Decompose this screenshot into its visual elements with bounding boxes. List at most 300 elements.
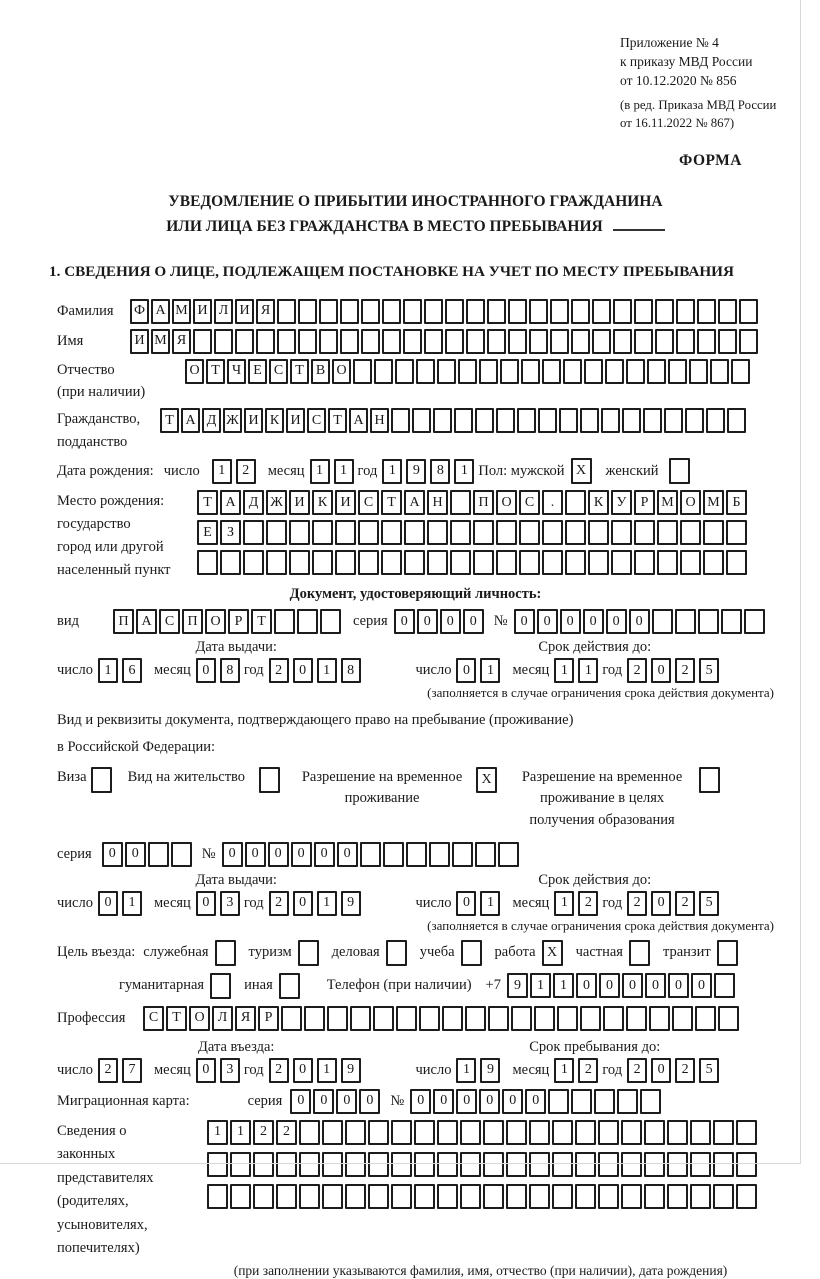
- char-box[interactable]: [345, 1120, 366, 1145]
- char-box[interactable]: [450, 550, 471, 575]
- char-box[interactable]: Л: [212, 1006, 233, 1031]
- char-box[interactable]: [340, 299, 359, 324]
- residence-number-input[interactable]: [222, 842, 521, 867]
- char-box[interactable]: 2: [627, 658, 647, 683]
- char-box[interactable]: [703, 520, 724, 545]
- char-box[interactable]: 0: [98, 891, 118, 916]
- char-box[interactable]: [360, 842, 381, 867]
- purpose-tourism-checkbox[interactable]: [298, 940, 321, 966]
- char-box[interactable]: [335, 520, 356, 545]
- char-box[interactable]: 1: [554, 1058, 574, 1083]
- char-box[interactable]: [276, 1184, 297, 1209]
- char-box[interactable]: [404, 520, 425, 545]
- char-box[interactable]: [289, 550, 310, 575]
- char-box[interactable]: Е: [197, 520, 218, 545]
- char-box[interactable]: [714, 973, 735, 998]
- char-box[interactable]: [571, 329, 590, 354]
- char-box[interactable]: М: [151, 329, 170, 354]
- char-box[interactable]: [322, 1120, 343, 1145]
- char-box[interactable]: [450, 490, 471, 515]
- char-box[interactable]: Т: [206, 359, 225, 384]
- char-box[interactable]: И: [335, 490, 356, 515]
- char-box[interactable]: [652, 609, 673, 634]
- char-box[interactable]: [529, 1152, 550, 1177]
- char-box[interactable]: 9: [507, 973, 528, 998]
- char-box[interactable]: [649, 1006, 670, 1031]
- char-box[interactable]: [690, 1152, 711, 1177]
- char-box[interactable]: П: [473, 490, 494, 515]
- char-box[interactable]: [475, 842, 496, 867]
- representatives-input-row1[interactable]: [207, 1120, 759, 1145]
- char-box[interactable]: 0: [245, 842, 266, 867]
- stay-month-input[interactable]: [554, 1058, 602, 1083]
- char-box[interactable]: Т: [166, 1006, 187, 1031]
- birthplace-input-row3[interactable]: [197, 550, 749, 575]
- char-box[interactable]: [193, 329, 212, 354]
- char-box[interactable]: [368, 1184, 389, 1209]
- purpose-other-checkbox[interactable]: [279, 973, 302, 999]
- char-box[interactable]: [473, 520, 494, 545]
- char-box[interactable]: [483, 1120, 504, 1145]
- char-box[interactable]: [243, 520, 264, 545]
- char-box[interactable]: [675, 609, 696, 634]
- char-box[interactable]: А: [349, 408, 368, 433]
- char-box[interactable]: [452, 842, 473, 867]
- char-box[interactable]: 0: [456, 1089, 477, 1114]
- char-box[interactable]: [460, 1152, 481, 1177]
- char-box[interactable]: [429, 842, 450, 867]
- char-box[interactable]: [506, 1152, 527, 1177]
- char-box[interactable]: 1: [317, 1058, 337, 1083]
- char-box[interactable]: 1: [98, 658, 118, 683]
- char-box[interactable]: 1: [317, 658, 337, 683]
- char-box[interactable]: [220, 550, 241, 575]
- char-box[interactable]: [667, 1184, 688, 1209]
- char-box[interactable]: [445, 299, 464, 324]
- char-box[interactable]: Р: [258, 1006, 279, 1031]
- char-box[interactable]: 1: [480, 658, 500, 683]
- char-box[interactable]: [588, 550, 609, 575]
- char-box[interactable]: 0: [645, 973, 666, 998]
- char-box[interactable]: [473, 550, 494, 575]
- char-box[interactable]: 0: [196, 891, 216, 916]
- char-box[interactable]: М: [172, 299, 191, 324]
- char-box[interactable]: [289, 520, 310, 545]
- char-box[interactable]: [565, 520, 586, 545]
- residence-permit-checkbox[interactable]: [259, 767, 282, 793]
- char-box[interactable]: З: [220, 520, 241, 545]
- char-box[interactable]: 2: [253, 1120, 274, 1145]
- char-box[interactable]: [210, 973, 231, 999]
- char-box[interactable]: 0: [290, 1089, 311, 1114]
- char-box[interactable]: [689, 359, 708, 384]
- char-box[interactable]: 0: [394, 609, 415, 634]
- char-box[interactable]: [598, 1152, 619, 1177]
- char-box[interactable]: [487, 329, 506, 354]
- char-box[interactable]: 9: [406, 459, 426, 484]
- char-box[interactable]: [739, 329, 758, 354]
- char-box[interactable]: [483, 1152, 504, 1177]
- migration-number-input[interactable]: [410, 1089, 663, 1114]
- char-box[interactable]: [414, 1184, 435, 1209]
- identity-expiry-day-input[interactable]: [456, 658, 504, 683]
- char-box[interactable]: [361, 299, 380, 324]
- char-box[interactable]: 5: [699, 1058, 719, 1083]
- char-box[interactable]: К: [588, 490, 609, 515]
- char-box[interactable]: [391, 1120, 412, 1145]
- char-box[interactable]: [713, 1184, 734, 1209]
- char-box[interactable]: [657, 550, 678, 575]
- char-box[interactable]: [368, 1120, 389, 1145]
- char-box[interactable]: [277, 329, 296, 354]
- char-box[interactable]: [466, 329, 485, 354]
- char-box[interactable]: [676, 329, 695, 354]
- char-box[interactable]: [698, 609, 719, 634]
- char-box[interactable]: [621, 1120, 642, 1145]
- identity-kind-input[interactable]: [113, 609, 343, 634]
- char-box[interactable]: У: [611, 490, 632, 515]
- char-box[interactable]: 0: [417, 609, 438, 634]
- citizenship-input[interactable]: [160, 408, 748, 433]
- char-box[interactable]: А: [151, 299, 170, 324]
- char-box[interactable]: [626, 359, 645, 384]
- char-box[interactable]: [534, 1006, 555, 1031]
- char-box[interactable]: И: [193, 299, 212, 324]
- char-box[interactable]: 0: [622, 973, 643, 998]
- char-box[interactable]: [626, 1006, 647, 1031]
- char-box[interactable]: О: [189, 1006, 210, 1031]
- char-box[interactable]: [542, 359, 561, 384]
- char-box[interactable]: С: [269, 359, 288, 384]
- char-box[interactable]: [207, 1184, 228, 1209]
- char-box[interactable]: [668, 359, 687, 384]
- char-box[interactable]: [613, 329, 632, 354]
- char-box[interactable]: 0: [463, 609, 484, 634]
- char-box[interactable]: [358, 520, 379, 545]
- residence-expiry-day-input[interactable]: [456, 891, 504, 916]
- char-box[interactable]: [427, 520, 448, 545]
- char-box[interactable]: [580, 1006, 601, 1031]
- char-box[interactable]: [584, 359, 603, 384]
- char-box[interactable]: 1: [456, 1058, 476, 1083]
- char-box[interactable]: 1: [212, 459, 232, 484]
- birthdate-month-input[interactable]: [310, 459, 358, 484]
- char-box[interactable]: 0: [291, 842, 312, 867]
- char-box[interactable]: А: [181, 408, 200, 433]
- char-box[interactable]: [266, 550, 287, 575]
- char-box[interactable]: [538, 408, 557, 433]
- char-box[interactable]: [588, 520, 609, 545]
- char-box[interactable]: [235, 329, 254, 354]
- char-box[interactable]: 2: [627, 1058, 647, 1083]
- char-box[interactable]: [605, 359, 624, 384]
- identity-issue-year-input[interactable]: [269, 658, 365, 683]
- residence-issue-year-input[interactable]: [269, 891, 365, 916]
- char-box[interactable]: [442, 1006, 463, 1031]
- char-box[interactable]: 1: [480, 891, 500, 916]
- char-box[interactable]: [703, 550, 724, 575]
- char-box[interactable]: Д: [202, 408, 221, 433]
- char-box[interactable]: [571, 1089, 592, 1114]
- char-box[interactable]: 0: [196, 658, 216, 683]
- char-box[interactable]: [611, 520, 632, 545]
- char-box[interactable]: [575, 1120, 596, 1145]
- char-box[interactable]: [575, 1184, 596, 1209]
- birthdate-year-input[interactable]: [382, 459, 478, 484]
- char-box[interactable]: [575, 1152, 596, 1177]
- char-box[interactable]: [391, 1184, 412, 1209]
- char-box[interactable]: [690, 1120, 711, 1145]
- char-box[interactable]: [669, 458, 690, 484]
- char-box[interactable]: [148, 842, 169, 867]
- char-box[interactable]: [335, 550, 356, 575]
- char-box[interactable]: [552, 1152, 573, 1177]
- char-box[interactable]: С: [143, 1006, 164, 1031]
- char-box[interactable]: А: [404, 490, 425, 515]
- char-box[interactable]: [298, 940, 319, 966]
- temp-permit-checkbox[interactable]: [476, 767, 499, 793]
- entry-day-input[interactable]: [98, 1058, 146, 1083]
- char-box[interactable]: [259, 767, 280, 793]
- representatives-input-row2[interactable]: [207, 1152, 759, 1177]
- stay-year-input[interactable]: [627, 1058, 723, 1083]
- char-box[interactable]: [345, 1152, 366, 1177]
- char-box[interactable]: 1: [317, 891, 337, 916]
- char-box[interactable]: [521, 359, 540, 384]
- char-box[interactable]: [475, 408, 494, 433]
- char-box[interactable]: Д: [243, 490, 264, 515]
- char-box[interactable]: [672, 1006, 693, 1031]
- char-box[interactable]: [406, 842, 427, 867]
- char-box[interactable]: [433, 408, 452, 433]
- phone-input[interactable]: [507, 973, 737, 998]
- residence-issue-month-input[interactable]: [196, 891, 244, 916]
- char-box[interactable]: 1: [578, 658, 598, 683]
- char-box[interactable]: [621, 1184, 642, 1209]
- purpose-transit-checkbox[interactable]: [717, 940, 740, 966]
- char-box[interactable]: [731, 359, 750, 384]
- char-box[interactable]: [483, 1184, 504, 1209]
- char-box[interactable]: 6: [122, 658, 142, 683]
- char-box[interactable]: 8: [220, 658, 240, 683]
- char-box[interactable]: И: [289, 490, 310, 515]
- char-box[interactable]: 3: [220, 1058, 240, 1083]
- char-box[interactable]: 2: [269, 658, 289, 683]
- char-box[interactable]: [592, 329, 611, 354]
- char-box[interactable]: [461, 940, 482, 966]
- char-box[interactable]: [454, 408, 473, 433]
- char-box[interactable]: [717, 940, 738, 966]
- purpose-business-checkbox[interactable]: [215, 940, 238, 966]
- sex-female-checkbox[interactable]: [669, 458, 692, 484]
- char-box[interactable]: [676, 299, 695, 324]
- char-box[interactable]: 1: [122, 891, 142, 916]
- char-box[interactable]: М: [657, 490, 678, 515]
- char-box[interactable]: [465, 1006, 486, 1031]
- char-box[interactable]: [736, 1152, 757, 1177]
- char-box[interactable]: 5: [699, 658, 719, 683]
- char-box[interactable]: [496, 520, 517, 545]
- char-box[interactable]: 0: [525, 1089, 546, 1114]
- char-box[interactable]: [629, 940, 650, 966]
- char-box[interactable]: [412, 408, 431, 433]
- residence-issue-day-input[interactable]: [98, 891, 146, 916]
- char-box[interactable]: [611, 550, 632, 575]
- char-box[interactable]: [91, 767, 112, 793]
- birthdate-day-input[interactable]: [212, 459, 260, 484]
- char-box[interactable]: [498, 842, 519, 867]
- char-box[interactable]: [550, 329, 569, 354]
- char-box[interactable]: Ф: [130, 299, 149, 324]
- char-box[interactable]: [424, 299, 443, 324]
- char-box[interactable]: [644, 1120, 665, 1145]
- char-box[interactable]: [529, 299, 548, 324]
- char-box[interactable]: Л: [214, 299, 233, 324]
- purpose-commercial-checkbox[interactable]: [386, 940, 409, 966]
- char-box[interactable]: 0: [691, 973, 712, 998]
- char-box[interactable]: 2: [236, 459, 256, 484]
- char-box[interactable]: [500, 359, 519, 384]
- char-box[interactable]: [739, 299, 758, 324]
- char-box[interactable]: [529, 1120, 550, 1145]
- char-box[interactable]: [276, 1152, 297, 1177]
- migration-series-input[interactable]: [290, 1089, 382, 1114]
- char-box[interactable]: Ч: [227, 359, 246, 384]
- char-box[interactable]: [706, 408, 725, 433]
- char-box[interactable]: Я: [256, 299, 275, 324]
- char-box[interactable]: [253, 1152, 274, 1177]
- char-box[interactable]: В: [311, 359, 330, 384]
- patronymic-input[interactable]: [185, 359, 752, 384]
- char-box[interactable]: Е: [248, 359, 267, 384]
- char-box[interactable]: [171, 842, 192, 867]
- char-box[interactable]: [304, 1006, 325, 1031]
- char-box[interactable]: И: [244, 408, 263, 433]
- char-box[interactable]: [460, 1184, 481, 1209]
- char-box[interactable]: [197, 550, 218, 575]
- char-box[interactable]: [243, 550, 264, 575]
- char-box[interactable]: 1: [310, 459, 330, 484]
- char-box[interactable]: [253, 1184, 274, 1209]
- char-box[interactable]: 9: [341, 1058, 361, 1083]
- char-box[interactable]: 1: [207, 1120, 228, 1145]
- char-box[interactable]: К: [265, 408, 284, 433]
- char-box[interactable]: О: [680, 490, 701, 515]
- char-box[interactable]: 0: [651, 658, 671, 683]
- char-box[interactable]: 0: [222, 842, 243, 867]
- char-box[interactable]: [506, 1184, 527, 1209]
- char-box[interactable]: [617, 1089, 638, 1114]
- char-box[interactable]: [721, 609, 742, 634]
- char-box[interactable]: [299, 1120, 320, 1145]
- char-box[interactable]: [736, 1184, 757, 1209]
- char-box[interactable]: [445, 329, 464, 354]
- char-box[interactable]: 7: [122, 1058, 142, 1083]
- residence-expiry-month-input[interactable]: [554, 891, 602, 916]
- char-box[interactable]: 1: [382, 459, 402, 484]
- char-box[interactable]: [319, 329, 338, 354]
- char-box[interactable]: [403, 329, 422, 354]
- char-box[interactable]: [506, 1120, 527, 1145]
- char-box[interactable]: С: [307, 408, 326, 433]
- char-box[interactable]: [644, 1152, 665, 1177]
- char-box[interactable]: [550, 299, 569, 324]
- char-box[interactable]: [274, 609, 295, 634]
- char-box[interactable]: [437, 1120, 458, 1145]
- char-box[interactable]: [559, 408, 578, 433]
- char-box[interactable]: [488, 1006, 509, 1031]
- char-box[interactable]: [327, 1006, 348, 1031]
- char-box[interactable]: 0: [599, 973, 620, 998]
- char-box[interactable]: [281, 1006, 302, 1031]
- char-box[interactable]: [718, 1006, 739, 1031]
- char-box[interactable]: 0: [514, 609, 535, 634]
- char-box[interactable]: Р: [228, 609, 249, 634]
- char-box[interactable]: [404, 550, 425, 575]
- identity-number-input[interactable]: [514, 609, 767, 634]
- char-box[interactable]: [529, 1184, 550, 1209]
- char-box[interactable]: [386, 940, 407, 966]
- char-box[interactable]: [697, 299, 716, 324]
- char-box[interactable]: [427, 550, 448, 575]
- char-box[interactable]: [552, 1184, 573, 1209]
- char-box[interactable]: [277, 299, 296, 324]
- char-box[interactable]: И: [235, 299, 254, 324]
- char-box[interactable]: [230, 1184, 251, 1209]
- char-box[interactable]: М: [703, 490, 724, 515]
- char-box[interactable]: [667, 1120, 688, 1145]
- char-box[interactable]: 0: [629, 609, 650, 634]
- char-box[interactable]: [565, 550, 586, 575]
- char-box[interactable]: [718, 329, 737, 354]
- char-box[interactable]: [613, 299, 632, 324]
- char-box[interactable]: [383, 842, 404, 867]
- char-box[interactable]: С: [358, 490, 379, 515]
- char-box[interactable]: [508, 329, 527, 354]
- char-box[interactable]: [718, 299, 737, 324]
- char-box[interactable]: [655, 329, 674, 354]
- char-box[interactable]: И: [286, 408, 305, 433]
- char-box[interactable]: [395, 359, 414, 384]
- char-box[interactable]: [319, 299, 338, 324]
- char-box[interactable]: 0: [313, 1089, 334, 1114]
- char-box[interactable]: [713, 1120, 734, 1145]
- char-box[interactable]: 9: [480, 1058, 500, 1083]
- char-box[interactable]: [598, 1184, 619, 1209]
- char-box[interactable]: [726, 550, 747, 575]
- char-box[interactable]: 0: [125, 842, 146, 867]
- char-box[interactable]: 8: [341, 658, 361, 683]
- char-box[interactable]: [601, 408, 620, 433]
- stay-day-input[interactable]: [456, 1058, 504, 1083]
- char-box[interactable]: Т: [251, 609, 272, 634]
- char-box[interactable]: 0: [293, 1058, 313, 1083]
- char-box[interactable]: [396, 1006, 417, 1031]
- char-box[interactable]: [519, 550, 540, 575]
- char-box[interactable]: 1: [334, 459, 354, 484]
- char-box[interactable]: [496, 550, 517, 575]
- char-box[interactable]: [603, 1006, 624, 1031]
- char-box[interactable]: [634, 329, 653, 354]
- char-box[interactable]: П: [182, 609, 203, 634]
- char-box[interactable]: 0: [314, 842, 335, 867]
- char-box[interactable]: [542, 520, 563, 545]
- char-box[interactable]: [647, 359, 666, 384]
- char-box[interactable]: 2: [675, 891, 695, 916]
- sex-male-checkbox[interactable]: [571, 458, 594, 484]
- char-box[interactable]: 0: [359, 1089, 380, 1114]
- char-box[interactable]: [320, 609, 341, 634]
